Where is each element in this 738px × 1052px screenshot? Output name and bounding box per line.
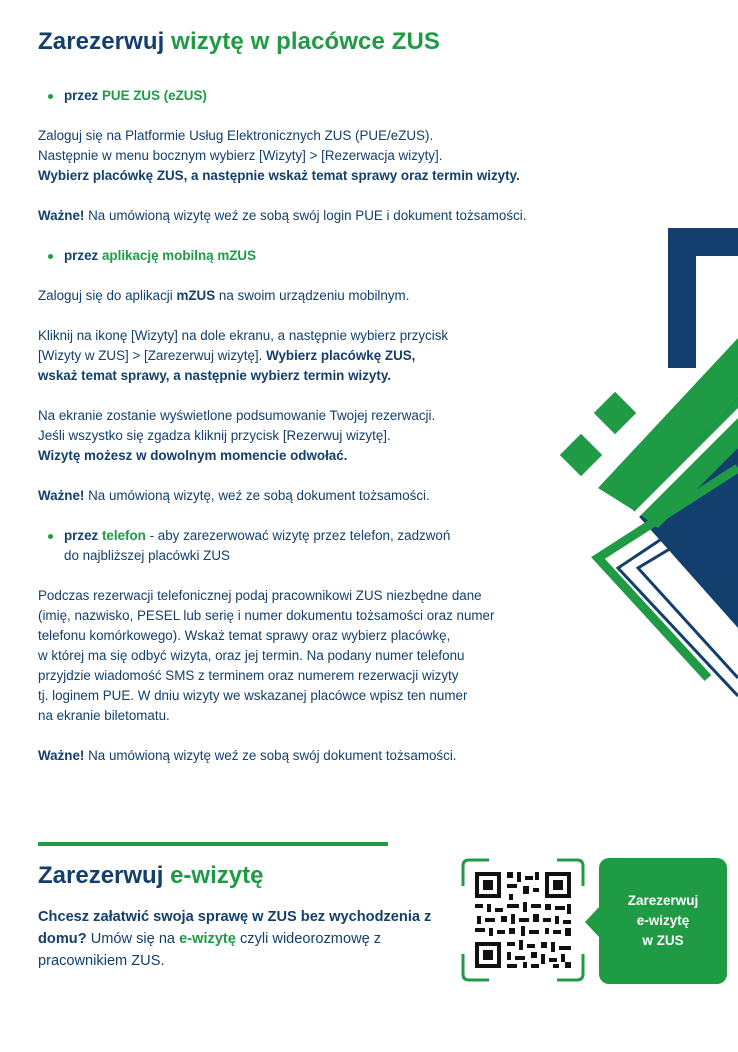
pue-note bbox=[38, 206, 598, 226]
note-text: Na umówioną wizytę weź ze sobą swój login PUE i dokument tożsamości. bbox=[88, 208, 527, 223]
mzus-p2-l1: Kliknij na ikonę [Wizyty] na dole ekranu, a następnie wybierz przycisk bbox=[38, 328, 449, 343]
mzus-p3-l1: Na ekranie zostanie wyświetlone podsumowanie Twojej rezerwacji. bbox=[38, 408, 436, 423]
phone-p-l1: Podczas rezerwacji telefonicznej podaj pracownikowi ZUS niezbędne dane bbox=[38, 588, 482, 603]
phone-p-l5: przyjdzie wiadomość SMS z terminem oraz numerem rezerwacji wizyty bbox=[38, 668, 459, 683]
cta-line2: e-wizytę bbox=[636, 913, 690, 928]
bullet-dot-icon bbox=[48, 534, 53, 539]
bullet-pue bbox=[38, 86, 598, 106]
bullet-phone bbox=[38, 526, 598, 546]
phone-bullet-l2: do najbliższej placówki ZUS bbox=[64, 548, 230, 563]
ewizyta-title-green: e-wizytę bbox=[170, 862, 264, 889]
mzus-p2-l2b: Wybierz placówkę ZUS, bbox=[266, 348, 416, 363]
mzus-link[interactable]: aplikację mobilną mZUS bbox=[101, 248, 257, 263]
bullet-prefix: przez bbox=[64, 88, 99, 103]
ewizyta-link[interactable]: e-wizytę bbox=[179, 931, 236, 947]
bullet-prefix: przez bbox=[64, 248, 99, 263]
phone-link[interactable]: telefon bbox=[101, 528, 146, 543]
bullet-mzus bbox=[38, 246, 598, 266]
mzus-p2-l2 bbox=[38, 346, 598, 366]
zus-geometric-decoration bbox=[558, 228, 738, 708]
note-label: Ważne! bbox=[38, 208, 85, 223]
note-label: Ważne! bbox=[38, 748, 85, 763]
phone-p-l4: w której ma się odbyć wizyta, oraz jej termin. Na podany numer telefonu bbox=[38, 648, 465, 663]
note-label: Ważne! bbox=[38, 488, 85, 503]
note-text: Na umówioną wizytę weź ze sobą swój dokument tożsamości. bbox=[88, 748, 457, 763]
ewizyta-text-b: czyli wideorozmowę z pracownikiem ZUS. bbox=[38, 931, 382, 969]
pue-line2: Następnie w menu bocznym wybierz [Wizyty] > [Rezerwacja wizyty]. bbox=[38, 148, 443, 163]
ewizyta-title-navy: Zarezerwuj bbox=[38, 862, 164, 889]
mzus-p1 bbox=[38, 286, 598, 306]
bullet-dot-icon bbox=[48, 254, 53, 259]
phone-bullet-rest: - aby zarezerwować wizytę przez telefon, zadzwoń bbox=[149, 528, 451, 543]
qr-code-icon[interactable] bbox=[461, 858, 585, 982]
bullet-prefix: przez bbox=[64, 528, 99, 543]
cta-line1: Zarezerwuj bbox=[627, 893, 699, 908]
ewizyta-text-bold: Chcesz załatwić swoja sprawę w ZUS bez wychodzenia z domu? bbox=[38, 909, 432, 947]
mzus-p1-b: mZUS bbox=[176, 288, 216, 303]
mzus-p2-l3: wskaż temat sprawy, a następnie wybierz termin wizyty. bbox=[38, 368, 391, 383]
title-part-green: wizytę w placówce ZUS bbox=[171, 28, 441, 55]
section-divider bbox=[38, 842, 388, 846]
bullet-dot-icon bbox=[48, 94, 53, 99]
pue-link[interactable]: PUE ZUS (eZUS) bbox=[101, 88, 207, 103]
note-text: Na umówioną wizytę, weź ze sobą dokument tożsamości. bbox=[88, 488, 430, 503]
mzus-p1-a: Zaloguj się do aplikacji bbox=[38, 288, 173, 303]
cta-line3: w ZUS bbox=[642, 933, 684, 948]
pue-line1: Zaloguj się na Platformie Usług Elektronicznych ZUS (PUE/eZUS). bbox=[38, 128, 434, 143]
phone-note bbox=[38, 746, 598, 766]
phone-p-l2: (imię, nazwisko, PESEL lub serię i numer dokumentu tożsamości oraz numer bbox=[38, 608, 495, 623]
main-content bbox=[38, 86, 598, 766]
page-title bbox=[38, 28, 440, 56]
phone-p-l6: tj. loginem PUE. W dniu wizyty we wskazanej placówce wpisz ten numer bbox=[38, 688, 468, 703]
mzus-p3-l2: Jeśli wszystko się zgadza kliknij przycisk [Rezerwuj wizytę]. bbox=[38, 428, 391, 443]
mzus-p2-l2a: [Wizyty w ZUS] > [Zarezerwuj wizytę]. bbox=[38, 348, 263, 363]
mzus-p1-c: na swoim urządzeniu mobilnym. bbox=[218, 288, 410, 303]
phone-p-l7: na ekranie biletomatu. bbox=[38, 708, 170, 723]
reserve-ewizyta-button[interactable] bbox=[599, 858, 727, 984]
cta-arrow-notch bbox=[585, 906, 600, 938]
title-part-navy: Zarezerwuj bbox=[38, 28, 165, 55]
ewizyta-title bbox=[38, 862, 263, 890]
mzus-p3-l3: Wizytę możesz w dowolnym momencie odwołać. bbox=[38, 448, 348, 463]
pue-line3: Wybierz placówkę ZUS, a następnie wskaż temat sprawy oraz termin wizyty. bbox=[38, 168, 520, 183]
mzus-note bbox=[38, 486, 598, 506]
phone-p-l3: telefonu komórkowego). Wskaż temat sprawy oraz wybierz placówkę, bbox=[38, 628, 451, 643]
ewizyta-description bbox=[38, 906, 458, 972]
ewizyta-text-a: Umów się na bbox=[90, 931, 176, 947]
